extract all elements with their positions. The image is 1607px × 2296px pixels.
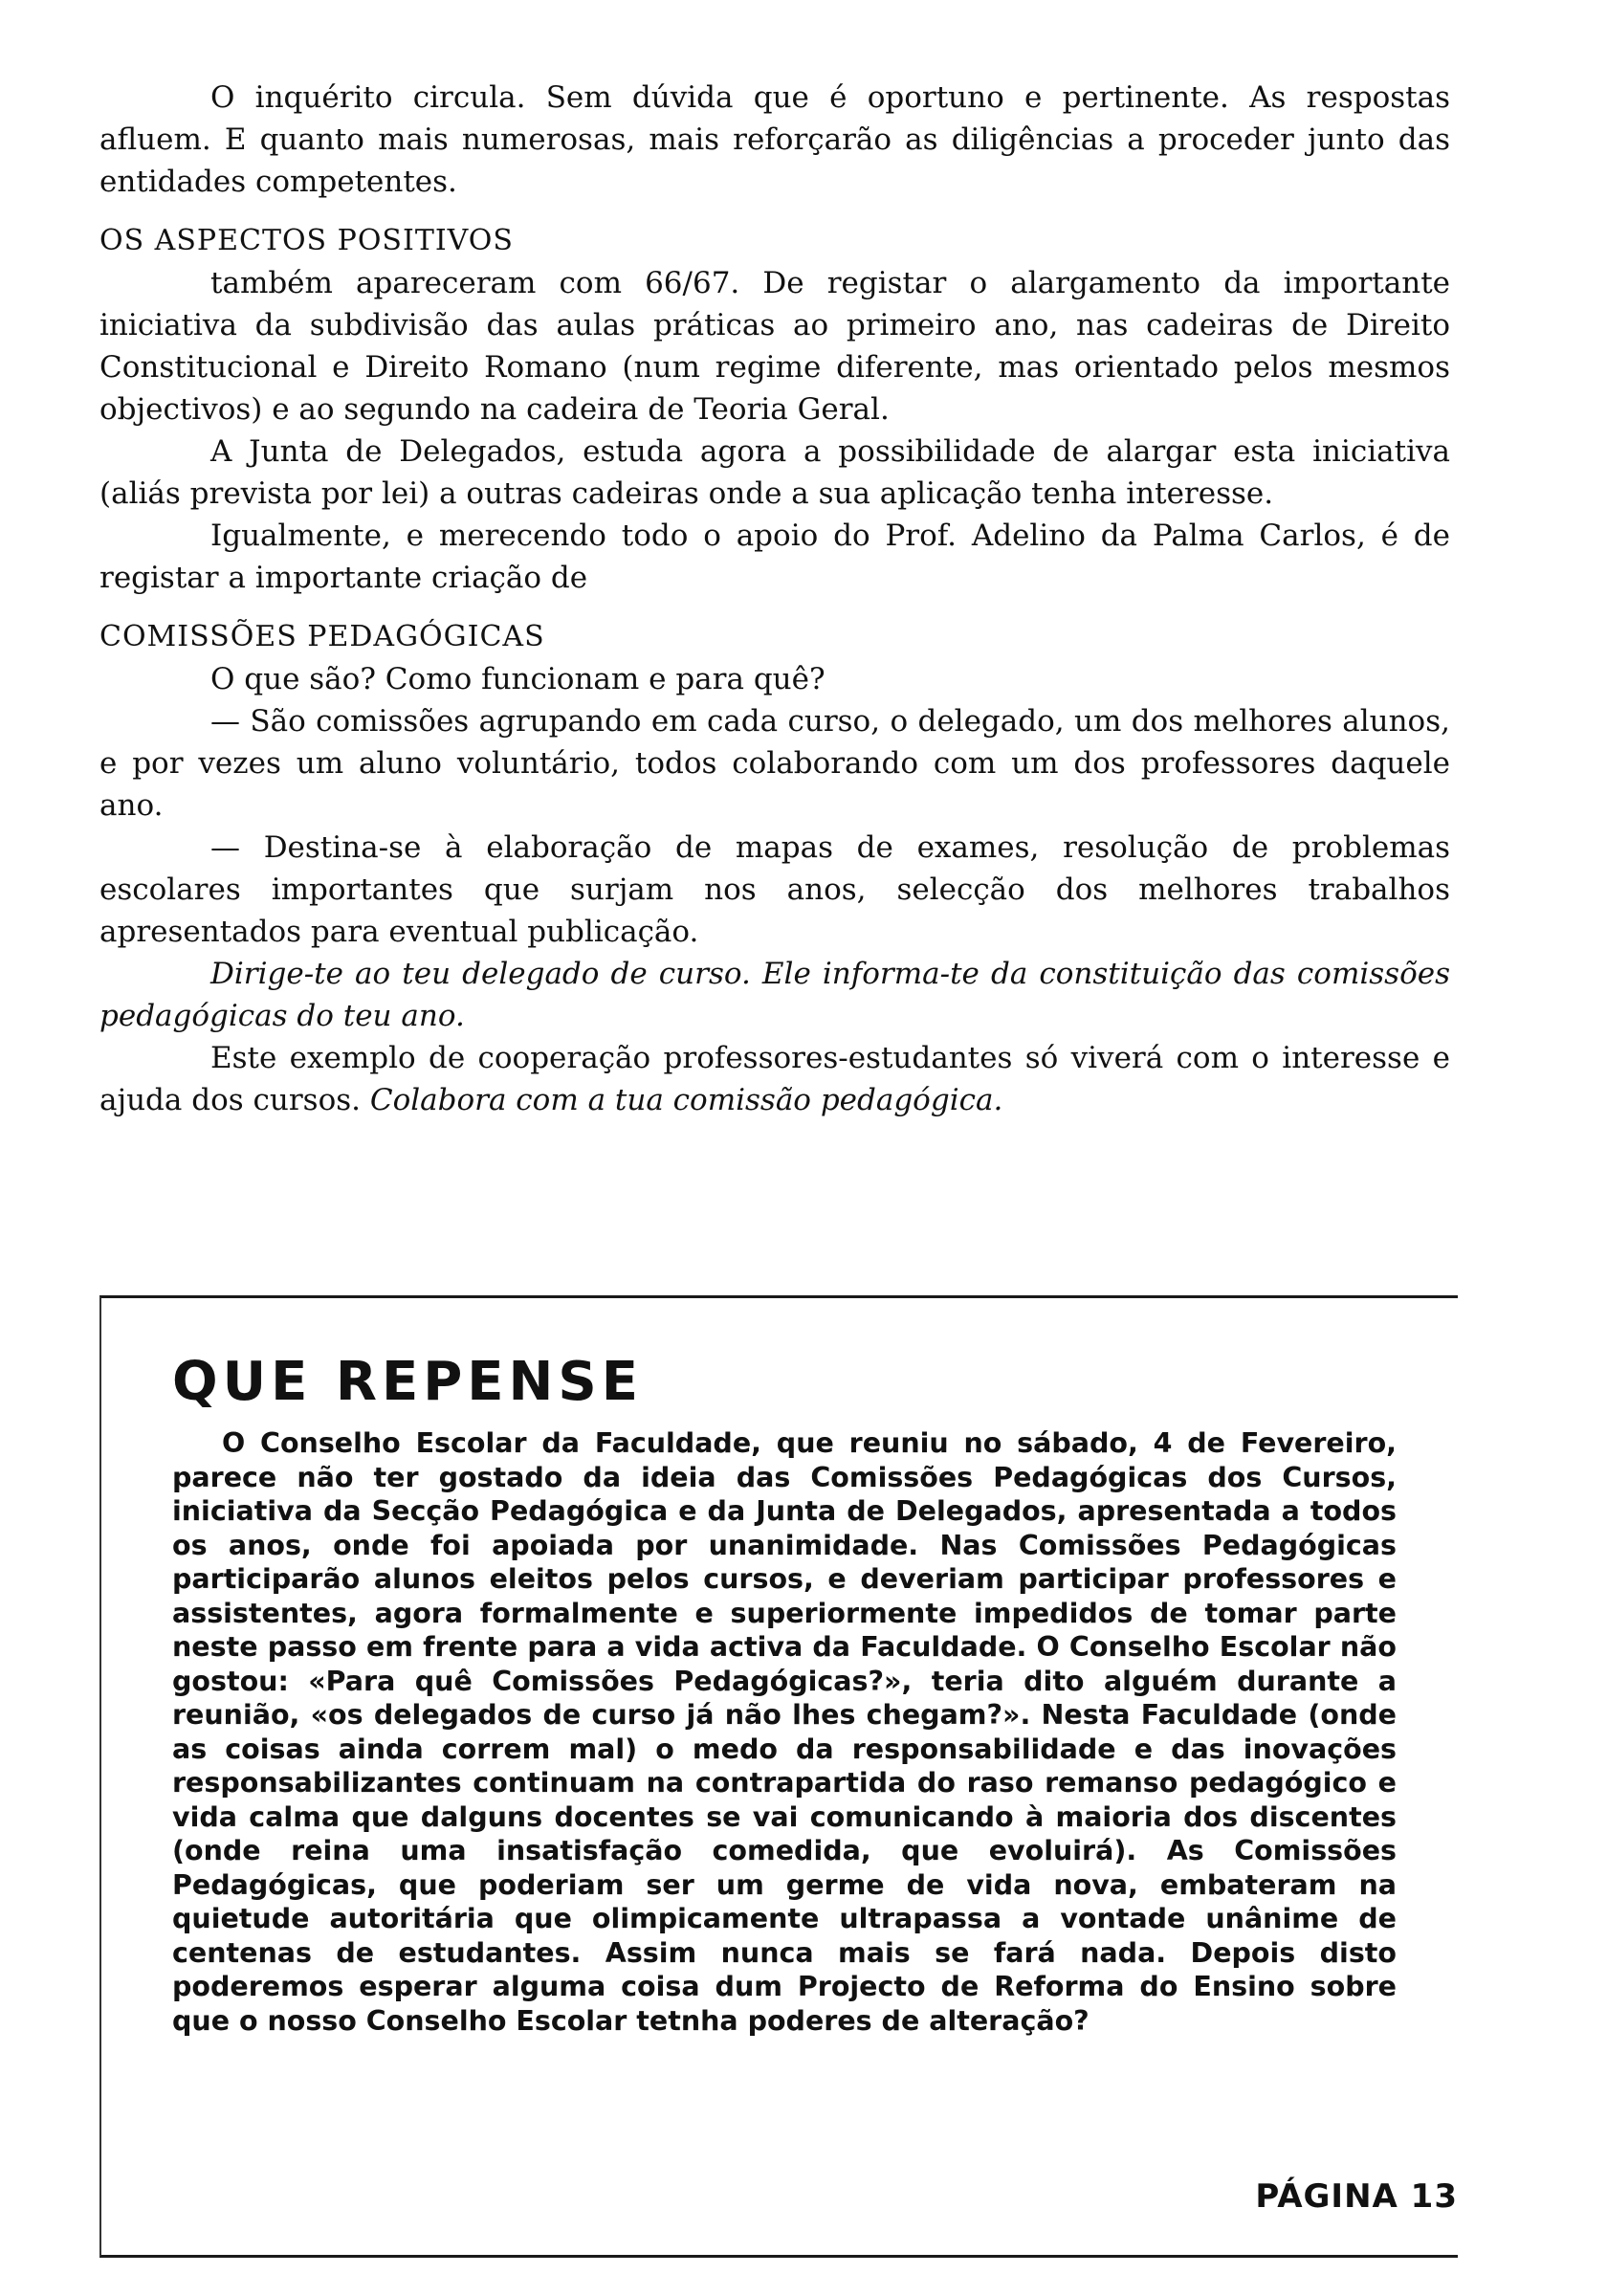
boxed-article-title: QUE REPENSE xyxy=(172,1351,643,1413)
paragraph-call-to-action: Dirige-te ao teu delegado de curso. Ele informa-te da constituição das comissões pedagógicas do teu ano. xyxy=(99,957,1450,1033)
boxed-article xyxy=(99,1295,1458,2258)
paragraph-commission-composition: — São comissões agrupando em cada curso, o delegado, um dos melhores alunos, e por vezes um aluno voluntário, todos colaborando com um dos professores daquele ano. xyxy=(99,704,1450,823)
paragraph-positive-aspects: também apareceram com 66/67. De registar o alargamento da importante iniciativa da subdivisão das aulas práticas ao primeiro ano, nas cadeiras de Direito Constitucional e Direito Romano (num regime diferente, mas orientado pelos mesmos objectivos) e ao segundo na cadeira de Teoria Geral. xyxy=(99,266,1450,427)
closing-italic-text: Colabora com a tua comissão pedagógica. xyxy=(369,1083,1003,1117)
paragraph-igualmente: Igualmente, e merecendo todo o apoio do Prof. Adelino da Palma Carlos, é de registar a importante criação de xyxy=(99,519,1450,595)
section-heading-positive-aspects: OS ASPECTOS POSITIVOS xyxy=(99,224,514,257)
section-heading-commissions: COMISSÕES PEDAGÓGICAS xyxy=(99,620,545,653)
article-body xyxy=(99,77,1450,1121)
paragraph-questions: O que são? Como funcionam e para quê? xyxy=(210,662,826,696)
closing-plain-text: Este exemplo de cooperação professores-estudantes só viverá com o interesse e ajuda dos cursos. xyxy=(99,1041,1450,1117)
paragraph-inquiry: O inquérito circula. Sem dúvida que é oportuno e pertinente. As respostas afluem. E quanto mais numerosas, mais reforçarão as diligências a proceder junto das entidades competentes. xyxy=(99,80,1450,199)
boxed-article-content xyxy=(172,1352,1397,2038)
paragraph-closing xyxy=(99,1037,1450,1121)
paragraph-commission-purpose: — Destina-se à elaboração de mapas de exames, resolução de problemas escolares importantes que surjam nos anos, selecção dos melhores trabalhos apresentados para eventual publicação. xyxy=(99,830,1450,949)
page-number: PÁGINA 13 xyxy=(1255,2177,1458,2216)
paragraph-junta-delegados: A Junta de Delegados, estuda agora a possibilidade de alargar esta iniciativa (aliás prevista por lei) a outras cadeiras onde a sua aplicação tenha interesse. xyxy=(99,434,1450,511)
boxed-article-text: O Conselho Escolar da Faculdade, que reuniu no sábado, 4 de Fevereiro, parece não ter gostado da ideia das Comissões Pedagógicas dos Cursos, iniciativa da Secção Pedagógica e da Junta de Delegados, apresentada a todos os anos, onde foi apoiada por unanimidade. Nas Comissões Pedagógicas participarão alunos eleitos pelos cursos, e deveriam participar professores e assistentes, agora formalmente e superiormente impedidos de tomar parte neste passo em frente para a vida activa da Faculdade. O Conselho Escolar não gostou: «Para quê Comissões Pedagógicas?», teria dito alguém durante a reunião, «os delegados de curso já não lhes chegam?». Nesta Faculdade (onde as coisas ainda correm mal) o medo da responsabilidade e das inovações responsabilizantes continuam na contrapartida do raso remanso pedagógico e vida calma que dalguns docentes se vai comunicando à maioria dos discentes (onde reina uma insatisfação comedida, que evoluirá). As Comissões Pedagógicas, que poderiam ser um germe de vida nova, embateram na quietude autoritária que olimpicamente ultrapassa a vontade unânime de centenas de estudantes. Assim nunca mais se fará nada. Depois disto poderemos esperar alguma coisa dum Projecto de Reforma do Ensino sobre que o nosso Conselho Escolar tetnha poderes de alteração? xyxy=(172,1427,1397,2037)
